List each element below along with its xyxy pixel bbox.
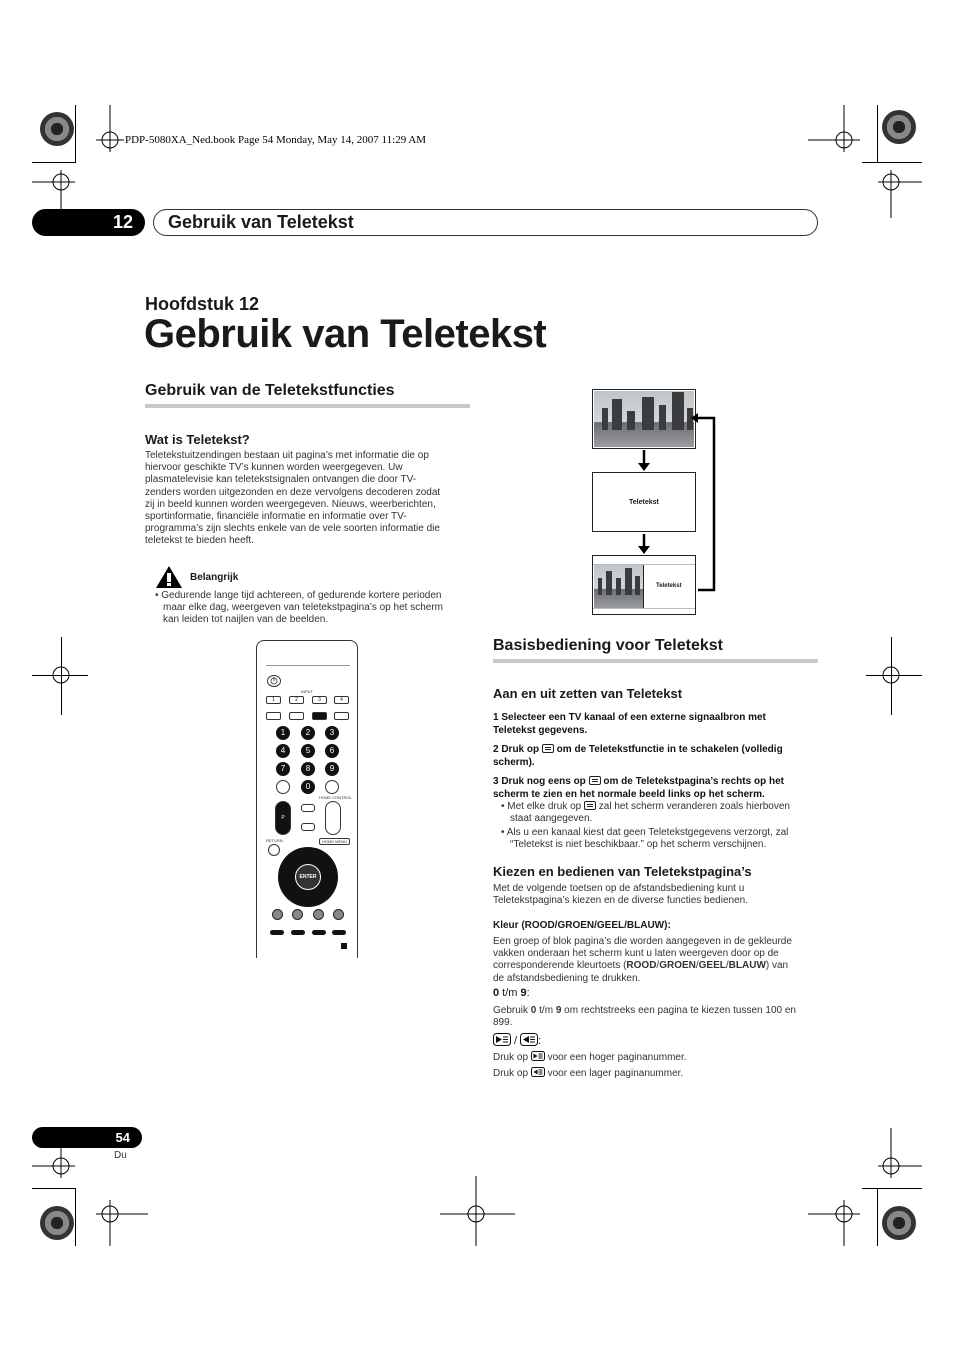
teletext-button[interactable]	[312, 712, 327, 720]
teletext-icon	[542, 744, 554, 753]
diagram-label-teletext-split: Teletekst	[656, 583, 682, 589]
remote-button[interactable]	[270, 930, 284, 935]
brand-mark-icon	[341, 943, 347, 949]
input-button-2[interactable]: 2	[289, 696, 304, 704]
color-button-blue[interactable]	[333, 909, 344, 920]
paragraph-choose-pages: Met de volgende toetsen op de afstandsbediening kunt u Teletekstpagina’s kiezen en de diverse functies bedienen.	[493, 883, 748, 907]
page-number: 54	[32, 1127, 142, 1148]
section-heading-basic-operation: Basisbediening voor Teletekst	[493, 637, 723, 654]
navigation-ring[interactable]	[278, 847, 338, 907]
step-3: 3 Druk nog eens op om de Teletekstpagina’s rechts op het scherm te zien en het normale beeld links op het scherm.	[493, 776, 784, 800]
input-button-3[interactable]: 3	[312, 696, 327, 704]
subheading-what-is-teletext: Wat is Teletekst?	[145, 432, 250, 447]
number-button-9[interactable]: 9	[325, 762, 339, 776]
section-rule	[493, 659, 818, 663]
number-button-1[interactable]: 1	[276, 726, 290, 740]
remote-button[interactable]	[325, 780, 339, 794]
book-header: PDP-5080XA_Ned.book Page 54 Monday, May 14, 2007 11:29 AM	[125, 134, 427, 146]
chapter-number-badge: 12	[32, 209, 145, 236]
page-title: Gebruik van Teletekst	[144, 312, 547, 356]
number-button-0[interactable]: 0	[301, 780, 315, 794]
remote-button[interactable]	[332, 930, 346, 935]
subheading-on-off: Aan en uit zetten van Teletekst	[493, 686, 683, 701]
channel-rocker[interactable]: P	[275, 801, 291, 835]
remote-button[interactable]	[276, 780, 290, 794]
diagram-arrows	[630, 410, 720, 600]
paragraph-what-is-teletext: Teletekstuitzendingen bestaan uit pagina’s met informatie die op hiervoor geschikte TV’s kunnen worden weergegeven. Uw plasmatelevisie kan teletekstsignalen ontvangen die door TV- zenders worden uitgezonden en deze vervolgens decoderen zodat zij in beeld kunnen worden weergegeven. Nieuws, weerberichten, sportinformatie, financiële informatie en informatie over TV- programma’s zijn slechts enkele van de vele soorten informatie die teletekst te bieden heeft.	[145, 450, 441, 547]
remote-button[interactable]	[334, 712, 349, 720]
number-button-7[interactable]: 7	[276, 762, 290, 776]
bullet-no-teletext: • Als u een kanaal kiest dat geen Teletekstgegevens verzorgt, zal “Teletekst is niet beschikbaar.” op het scherm verschijnen.	[501, 827, 789, 851]
input-button-1[interactable]: 1	[266, 696, 281, 704]
remote-button[interactable]	[312, 930, 326, 935]
page-down-icon	[531, 1067, 545, 1077]
page-up-icon	[493, 1033, 511, 1046]
return-label: RETURN	[266, 838, 283, 843]
remote-button[interactable]	[291, 930, 305, 935]
remote-button[interactable]	[301, 823, 315, 831]
color-button-red[interactable]	[272, 909, 283, 920]
input-button-4[interactable]: 4	[334, 696, 349, 704]
return-button[interactable]	[268, 844, 280, 856]
section-heading-functions: Gebruik van de Teletekstfuncties	[145, 382, 395, 399]
remote-button[interactable]	[301, 804, 315, 812]
number-button-8[interactable]: 8	[301, 762, 315, 776]
power-icon	[267, 675, 281, 687]
number-button-3[interactable]: 3	[325, 726, 339, 740]
remote-control	[256, 640, 358, 958]
page-down-icon	[520, 1033, 538, 1046]
page-up-icon	[531, 1051, 545, 1061]
volume-rocker[interactable]	[325, 801, 341, 835]
home-menu-label: HOME MENU	[319, 838, 350, 845]
paragraph-number-keys: Gebruik 0 t/m 9 om rechtstreeks een pagina te kiezen tussen 100 en 899.	[493, 1005, 796, 1029]
number-button-4[interactable]: 4	[276, 744, 290, 758]
color-keys-heading: Kleur (ROOD/GROEN/GEEL/BLAUW):	[493, 920, 671, 931]
chapter-band-title: Gebruik van Teletekst	[153, 209, 818, 236]
input-label: INPUT	[301, 689, 313, 694]
subheading-choose-pages: Kiezen en bedienen van Teletekstpagina’s	[493, 864, 752, 879]
diagram-label-teletext: Teletekst	[629, 499, 659, 506]
color-button-green[interactable]	[292, 909, 303, 920]
color-button-yellow[interactable]	[313, 909, 324, 920]
important-label: Belangrijk	[190, 572, 239, 583]
teletext-icon	[589, 776, 601, 785]
home-control-label: HOME CONTROL	[319, 795, 352, 800]
number-button-6[interactable]: 6	[325, 744, 339, 758]
paragraph-page-up: Druk op voor een hoger paginanummer.	[493, 1052, 687, 1063]
page-arrow-heading: / :	[493, 1033, 541, 1047]
warning-icon	[155, 565, 183, 589]
section-rule	[145, 404, 470, 408]
bullet-each-press: • Met elke druk op zal het scherm veranderen zoals hierboven staat aangegeven.	[501, 801, 790, 825]
enter-button[interactable]: ENTER	[295, 864, 321, 890]
teletext-icon	[584, 801, 596, 810]
paragraph-color-keys: Een groep of blok pagina’s die worden aangegeven in de gekleurde vakken onderaan het scherm kunt u laten weergeven door op de corresponderende kleurtoets (ROOD/GROEN/GEEL/BLAUW) van de afstandsbediening te drukken.	[493, 936, 792, 984]
remote-button[interactable]	[289, 712, 304, 720]
step-1: 1 Selecteer een TV kanaal of een externe signaalbron met Teletekst gegevens.	[493, 712, 766, 736]
chapter-label: Hoofdstuk 12	[145, 294, 260, 314]
number-keys-heading: 0 t/m 9:	[493, 987, 530, 999]
page-language: Du	[114, 1150, 127, 1161]
number-button-5[interactable]: 5	[301, 744, 315, 758]
step-2: 2 Druk op om de Teletekstfunctie in te schakelen (volledig scherm).	[493, 744, 783, 768]
paragraph-page-down: Druk op voor een lager paginanummer.	[493, 1068, 684, 1079]
chapter-band	[32, 209, 818, 236]
remote-button[interactable]	[266, 712, 281, 720]
important-bullet: • Gedurende lange tijd achtereen, of gedurende kortere perioden maar elke dag, weergeven van teletekstpagina’s op het scherm kan leiden tot naijlen van de beelden.	[155, 590, 443, 626]
number-button-2[interactable]: 2	[301, 726, 315, 740]
